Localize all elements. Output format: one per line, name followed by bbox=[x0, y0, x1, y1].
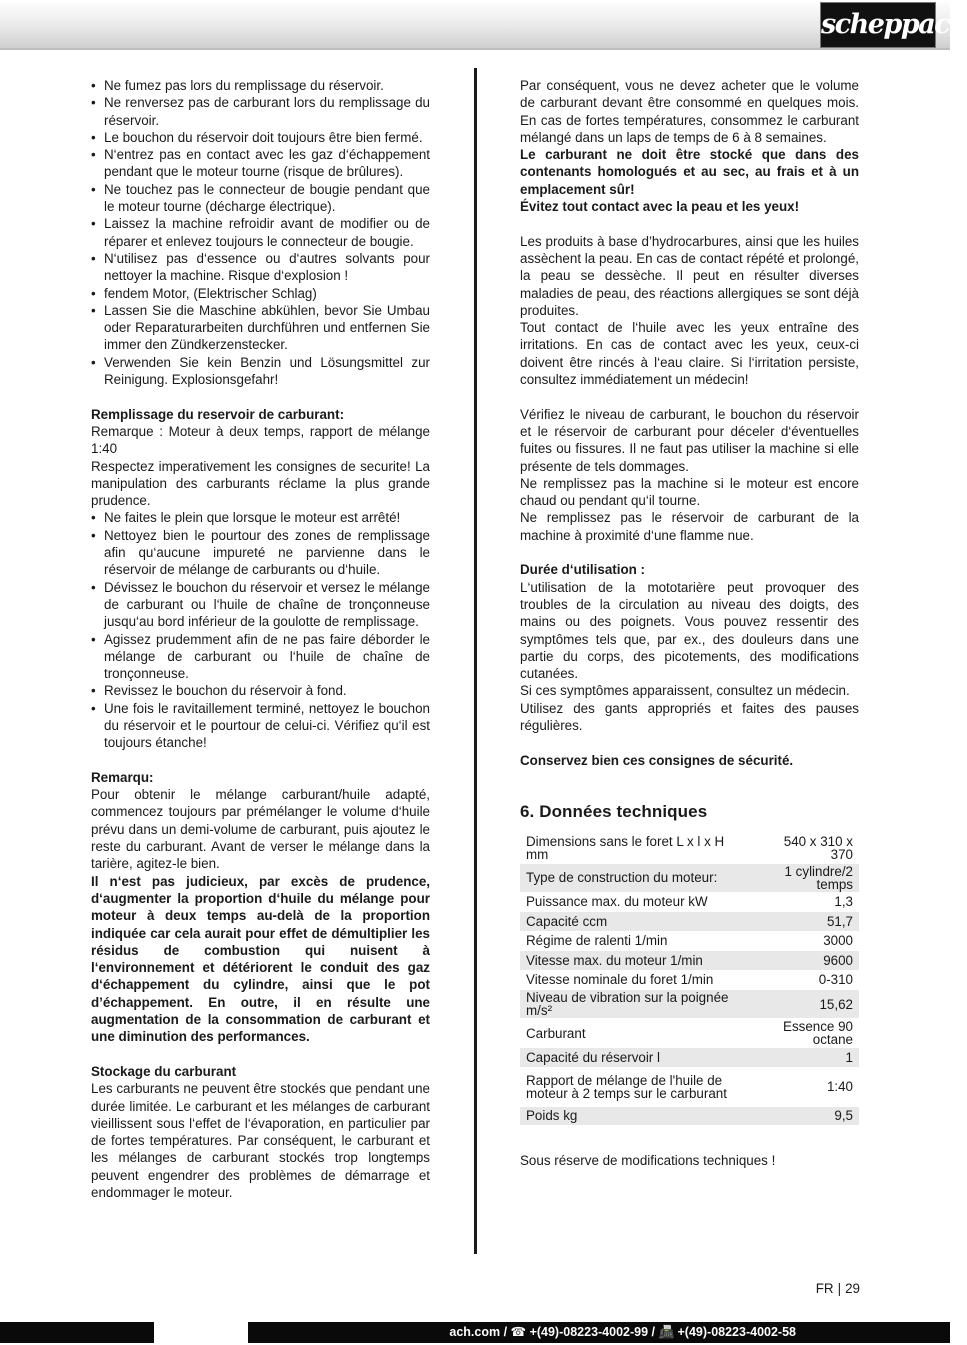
storage-continued-paragraph: Par conséquent, vous ne devez acheter que le volume de carburant devant être consommé en quelques mois. En cas de fortes températures, consommez le carburant mélangé dans un laps de temps de 6 à 8 semaines. bbox=[520, 78, 859, 145]
table-cell-label: Carburant bbox=[520, 1019, 756, 1048]
remark-paragraph: Pour obtenir le mélange carburant/huile adapté, commencez toujours par prémélanger le volume d‘huile prévu dans un demi-volume de carburant, puis ajoutez le reste du carburant. Avant de verser le mélange dans la tarière, agitez-le bien. bbox=[91, 787, 430, 872]
footer-contact: ach.com / ☎ +(49)-08223-4002-99 / 📠 +(49)-08223-4002-58 bbox=[449, 1325, 796, 1339]
table-row bbox=[520, 931, 859, 951]
safety-bullet-list bbox=[91, 77, 430, 388]
table-row bbox=[520, 990, 859, 1019]
list-item: • N‘utilisez pas d‘essence ou d‘autres solvants pour nettoyer la machine. Risque d‘explosion ! bbox=[91, 250, 430, 285]
hot-engine-paragraph: Ne remplissez pas la machine si le moteur est encore chaud ou pendant qu‘il tourne. bbox=[520, 475, 859, 509]
table-row bbox=[520, 863, 859, 892]
table-row bbox=[520, 1067, 859, 1106]
fill-remark: Remarque : Moteur à deux temps, rapport de mélange 1:40 bbox=[91, 423, 430, 457]
list-item: • Ne renversez pas de carburant lors du remplissage du réservoir. bbox=[91, 94, 430, 129]
storage-heading: Stockage du carburant bbox=[91, 1063, 237, 1079]
table-cell-label: Dimensions sans le foret L x l x H mm bbox=[520, 834, 756, 863]
table-cell-value: 9600 bbox=[756, 951, 859, 971]
table-cell-label: Poids kg bbox=[520, 1106, 756, 1126]
table-row bbox=[520, 892, 859, 912]
list-item: • Une fois le ravitaillement terminé, nettoyez le bouchon du réservoir et le pourtour de celui-ci. Vérifiez qu‘il est toujours étanche! bbox=[91, 700, 430, 752]
table-cell-value: 9,5 bbox=[756, 1106, 859, 1126]
list-item: • Le bouchon du réservoir doit toujours être bien fermé. bbox=[91, 129, 430, 146]
table-cell-value: 3000 bbox=[756, 931, 859, 951]
table-cell-value: 1 bbox=[756, 1048, 859, 1068]
contact-bold-warning: Évitez tout contact avec la peau et les yeux! bbox=[520, 199, 800, 215]
table-cell-value: 1 cylindre/2 temps bbox=[756, 863, 859, 892]
eyes-paragraph: Tout contact de l‘huile avec les yeux entraîne des irritations. En cas de contact avec les yeux, ceux-ci doivent être rincés à l‘eau claire. Si l‘irritation persiste, consultez immédiatement un médecin! bbox=[520, 320, 859, 388]
column-divider bbox=[474, 68, 477, 1254]
table-cell-value: 1,3 bbox=[756, 892, 859, 912]
list-item: • Ne touchez pas le connecteur de bougie pendant que le moteur tourne (décharge électrique). bbox=[91, 181, 430, 216]
table-cell-label: Type de construction du moteur: bbox=[520, 863, 756, 892]
table-row bbox=[520, 970, 859, 990]
fill-bullet-list bbox=[91, 509, 430, 751]
flame-paragraph: Ne remplissez pas le réservoir de carburant de la machine à proximité d‘une flamme nue. bbox=[520, 510, 859, 543]
tech-note: Sous réserve de modifications techniques ! bbox=[520, 1153, 776, 1169]
table-cell-value: 0-310 bbox=[756, 970, 859, 990]
table-row bbox=[520, 1106, 859, 1126]
list-item: • Agissez prudemment afin de ne pas faire déborder le mélange de carburant ou l‘huile de chaîne de tronçonneuse. bbox=[91, 631, 430, 683]
storage-bold-warning: Le carburant ne doit être stocké que dans des contenants homologués et au sec, au frais et à un emplacement sûr! bbox=[520, 147, 859, 197]
keep-instructions: Conservez bien ces consignes de sécurité. bbox=[520, 752, 794, 768]
table-cell-label: Régime de ralenti 1/min bbox=[520, 931, 756, 951]
list-item: • Revissez le bouchon du réservoir à fond. bbox=[91, 682, 430, 699]
section-title: 6. Données techniques bbox=[520, 801, 708, 821]
page-number-value: 29 bbox=[845, 1281, 860, 1296]
remark-heading: Remarqu: bbox=[91, 769, 154, 785]
footer-bar bbox=[0, 1322, 950, 1343]
table-cell-value: 15,62 bbox=[756, 990, 859, 1019]
scheppach-logo: scheppach bbox=[820, 2, 936, 48]
skin-paragraph: Les produits à base d’hydrocarbures, ainsi que les huiles assèchent la peau. En cas de contact répété et prolongé, la peau se dessèche. Il peut en résulter diverses maladies de peau, des réactions allergiques se sont déjà produites. bbox=[520, 233, 859, 318]
list-item: • Nettoyez bien le pourtour des zones de remplissage afin qu‘aucune impureté ne parvienne dans le réservoir de mélange de carburants ou d‘huile. bbox=[91, 527, 430, 579]
table-cell-label: Vitesse nominale du foret 1/min bbox=[520, 970, 756, 990]
table-row bbox=[520, 1019, 859, 1048]
footer-gap bbox=[154, 1322, 248, 1343]
header-band bbox=[0, 0, 967, 50]
duration-paragraph: L‘utilisation de la mototarière peut provoquer des troubles de la circulation au niveau des doigts, des mains ou des poignets. Vous pouvez ressentir des symptômes tels que, par ex., des douleurs dans une partie du corps, des picotements, des modifications cutanées. bbox=[520, 579, 859, 682]
list-item: • fendem Motor, (Elektrischer Schlag) bbox=[91, 285, 430, 302]
list-item: • Ne fumez pas lors du remplissage du réservoir. bbox=[91, 77, 430, 94]
table-cell-label: Vitesse max. du moteur 1/min bbox=[520, 951, 756, 971]
table-cell-label: Puissance max. du moteur kW bbox=[520, 892, 756, 912]
table-row bbox=[520, 912, 859, 932]
fill-warning: Respectez imperativement les consignes de securite! La manipulation des carburants réclame la plus grande prudence. bbox=[91, 458, 430, 509]
list-item: • Laissez la machine refroidir avant de modifier ou de réparer et enlevez toujours le connecteur de bougie. bbox=[91, 215, 430, 250]
table-row bbox=[520, 1048, 859, 1068]
list-item: • Dévissez le bouchon du réservoir et versez le mélange de carburant ou l‘huile de chaîne de tronçonneuse jusqu‘au bord inférieur de la goulotte de remplissage. bbox=[91, 579, 430, 631]
table-cell-value: 540 x 310 x 370 bbox=[756, 834, 859, 863]
table-cell-label: Capacité ccm bbox=[520, 912, 756, 932]
list-item: • N‘entrez pas en contact avec les gaz d‘échappement pendant que le moteur tourne (risque de brûlures). bbox=[91, 146, 430, 181]
page-language: FR bbox=[815, 1281, 834, 1296]
fill-heading: Remplissage du reservoir de carburant: bbox=[91, 406, 345, 422]
table-cell-value: 1:40 bbox=[756, 1067, 859, 1106]
table-cell-value: 51,7 bbox=[756, 912, 859, 932]
left-column bbox=[91, 77, 430, 1201]
table-cell-value: Essence 90 octane bbox=[756, 1019, 859, 1048]
table-cell-label: Niveau de vibration sur la poignée m/s² bbox=[520, 990, 756, 1019]
page-number: FR | 29 bbox=[815, 1281, 860, 1296]
tech-data-table bbox=[520, 834, 859, 1126]
right-column bbox=[520, 77, 859, 1169]
table-row bbox=[520, 834, 859, 863]
list-item: • Verwenden Sie kein Benzin und Lösungsmittel zur Reinigung. Explosionsgefahr! bbox=[91, 354, 430, 389]
duration-heading: Durée d‘utilisation : bbox=[520, 562, 645, 578]
storage-paragraph: Les carburants ne peuvent être stockés que pendant une durée limitée. Le carburant et les mélanges de carburant vieillissent sous l‘effet de l‘évaporation, en particulier par de fortes températures. Par conséquent, le carburant et les mélanges de carburant stockés trop longtemps peuvent engendrer des problèmes de démarrage et endommager le moteur. bbox=[91, 1081, 430, 1200]
table-row bbox=[520, 951, 859, 971]
list-item: • Ne faites le plein que lorsque le moteur est arrêté! bbox=[91, 509, 430, 526]
symptoms-paragraph: Si ces symptômes apparaissent, consultez un médecin. bbox=[520, 683, 850, 699]
remark-bold-paragraph: Il n‘est pas judicieux, par excès de prudence, d‘augmenter la proportion d‘huile du mélange pour moteur à deux temps au-delà de la proportion indiquée car cela aurait pour effet de démultiplier les résidus de combustion qui nuisent à l‘environnement et détériorent le conduit des gaz d‘échappement du cylindre, ainsi que le pot d’échappement. En outre, il en résulte une augmentation de la consommation de carburant et une diminution des performances. bbox=[91, 873, 430, 1045]
table-cell-label: Capacité du réservoir l bbox=[520, 1048, 756, 1068]
list-item: • Lassen Sie die Maschine abkühlen, bevor Sie Umbau oder Reparaturarbeiten durchführen und entfernen Sie immer den Zündkerzenstecker. bbox=[91, 302, 430, 354]
check-paragraph: Vérifiez le niveau de carburant, le bouchon du réservoir et le réservoir de carburant pour déceler d‘éventuelles fuites ou fissures. Il ne faut pas utiliser la machine si elle présente de tels dommages. bbox=[520, 406, 859, 474]
gloves-paragraph: Utilisez des gants appropriés et faites des pauses régulières. bbox=[520, 700, 859, 733]
table-cell-label: Rapport de mélange de l'huile de moteur à 2 temps sur le carburant bbox=[520, 1067, 756, 1106]
